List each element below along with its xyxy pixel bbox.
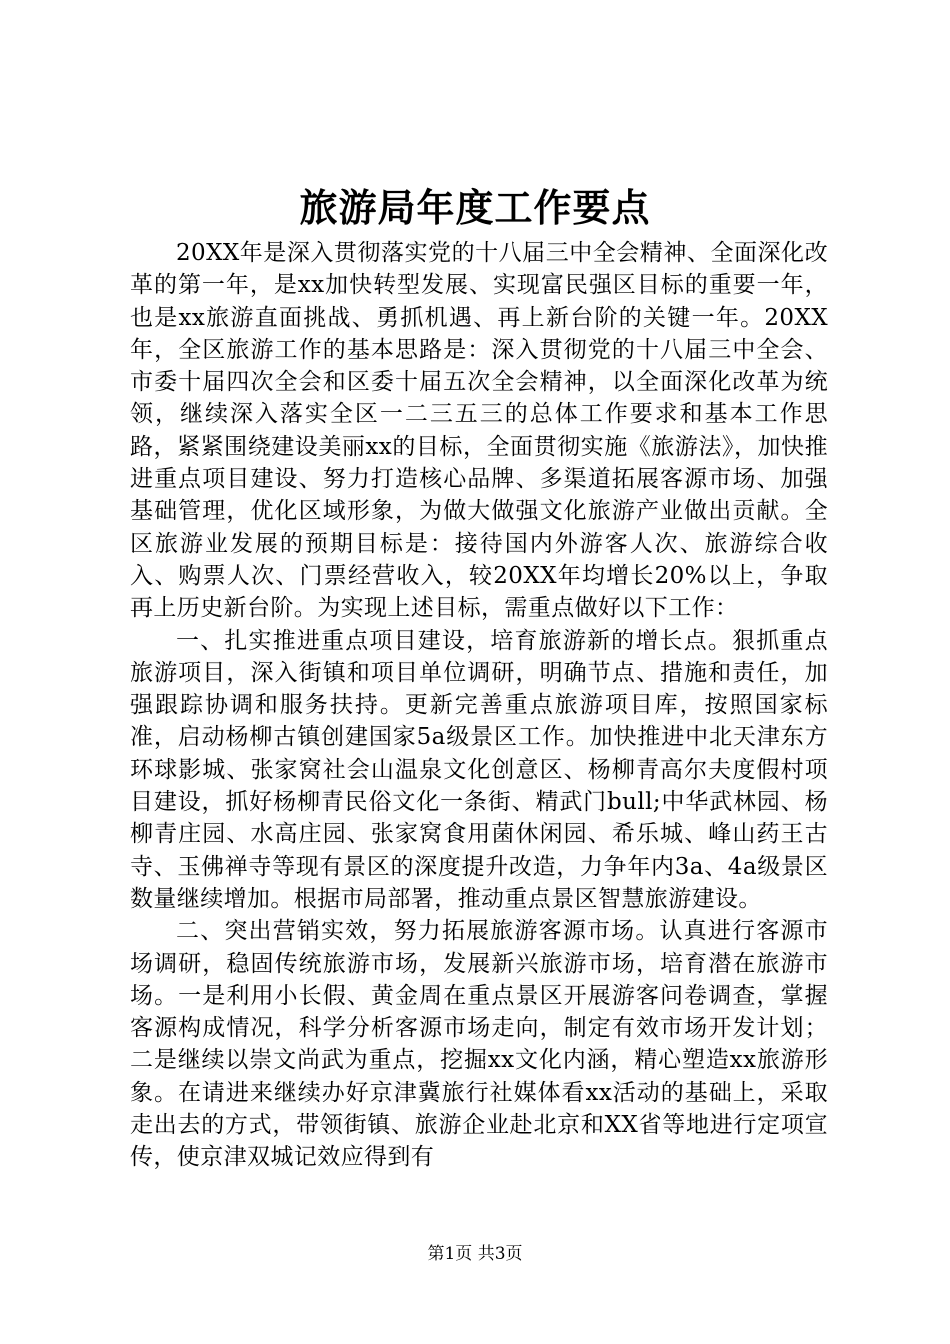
document-body: [130, 237, 828, 1174]
paragraph-section-2: 二、突出营销实效，努力拓展旅游客源市场。认真进行客源市场调研，稳固传统旅游市场，发展新兴旅游市场，培育潜在旅游市场。一是利用小长假、黄金周在重点景区开展游客问卷调查，掌握客源构成情况，科学分析客源市场走向，制定有效市场开发计划；二是继续以崇文尚武为重点，挖掘xx文化内涵，精心塑造xx旅游形象。在请进来继续办好京津冀旅行社媒体看xx活动的基础上，采取走出去的方式，带领街镇、旅游企业赴北京和XX省等地进行定项宣传，使京津双城记效应得到有: [130, 918, 828, 1171]
page-footer: 第1页 共3页: [427, 1244, 523, 1264]
paragraph-intro: 20XX年是深入贯彻落实党的十八届三中全会精神、全面深化改革的第一年，是xx加快转型发展、实现富民强区目标的重要一年，也是xx旅游直面挑战、勇抓机遇、再上新台阶的关键一年。20XX年，全区旅游工作的基本思路是：深入贯彻党的十八届三中全会、市委十届四次全会和区委十届五次全会精神，以全面深化改革为统领，继续深入落实全区一二三五三的总体工作要求和基本工作思路，紧紧围绕建设美丽xx的目标，全面贯彻实施《旅游法》，加快推进重点项目建设、努力打造核心品牌、多渠道拓展客源市场、加强基础管理，优化区域形象，为做大做强文化旅游产业做出贡献。全区旅游业发展的预期目标是：接待国内外游客人次、旅游综合收入、购票人次、门票经营收入，较20XX年均增长20%以上，争取再上历史新台阶。为实现上述目标，需重点做好以下工作：: [130, 240, 828, 622]
paragraph-section-1: 一、扎实推进重点项目建设，培育旅游新的增长点。狠抓重点旅游项目，深入街镇和项目单位调研，明确节点、措施和责任，加强跟踪协调和服务扶持。更新完善重点旅游项目库，按照国家标准，启动杨柳古镇创建国家5a级景区工作。加快推进中北天津东方环球影城、张家窝社会山温泉文化创意区、杨柳青高尔夫度假村项目建设，抓好杨柳青民俗文化一条街、精武门bull;中华武林园、杨柳青庄园、水高庄园、张家窝食用菌休闲园、希乐城、峰山药王古寺、玉佛禅寺等现有景区的深度提升改造，力争年内3a、4a级景区数量继续增加。根据市局部署，推动重点景区智慧旅游建设。: [130, 627, 828, 912]
document-title: 旅游局年度工作要点: [299, 185, 651, 230]
